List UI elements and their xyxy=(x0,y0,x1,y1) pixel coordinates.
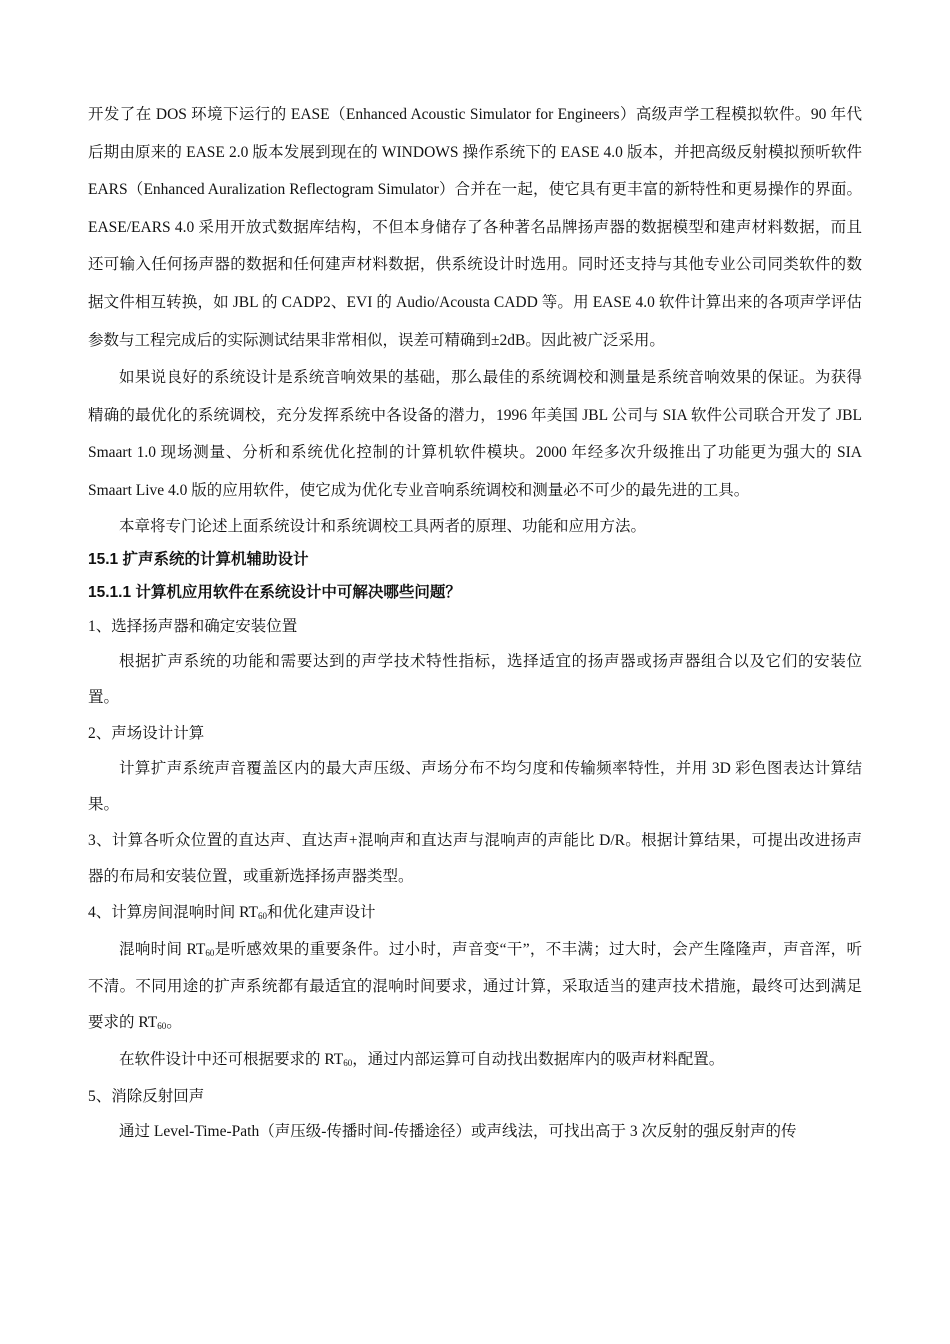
list-item-body-5: 通过 Level-Time-Path（声压级-传播时间-传播途径）或声线法，可找出高于 3 次反射的强反射声的传 xyxy=(119,1122,797,1140)
document-page xyxy=(88,96,862,1150)
item4-body-text-c: 。 xyxy=(166,1013,182,1031)
item4-body2-text-b: ，通过内部运算可自动找出数据库内的吸声材料配置。 xyxy=(352,1050,725,1068)
item4-body2-text-a: 在软件设计中还可根据要求的 RT xyxy=(119,1050,344,1068)
list-item-title-5: 5、消除反射回声 xyxy=(88,1087,205,1105)
paragraph-ease-history: 开发了在 DOS 环境下运行的 EASE（Enhanced Acoustic Simulator for Engineers）高级声学工程模拟软件。90 年代后期由原来的 EASE 2.0 版本发展到现在的 WINDOWS 操作系统下的 EASE 4.0 版本，并把高级反射模拟预听软件 EARS（Enhanced Auralization Reflectogram Simulator）合并在一起，使它具有更丰富的新特性和更易操作的界面。EASE/EARS 4.0 采用开放式数据库结构，不但本身储存了各种著名品牌扬声器的数据模型和建声材料数据，而且还可输入任何扬声器的数据和任何建声材料数据，供系统设计时选用。同时还支持与其他专业公司同类软件的数据文件相互转换，如 JBL 的 CADP2、EVI 的 Audio/Acousta CADD 等。用 EASE 4.0 软件计算出来的各项声学评估参数与工程完成后的实际测试结果非常相似，误差可精确到±2dB。因此被广泛采用。 xyxy=(88,106,862,349)
section-heading: 15.1 扩声系统的计算机辅助设计 xyxy=(88,550,309,568)
list-item-body-1: 根据扩声系统的功能和需要达到的声学技术特性指标，选择适宜的扬声器或扬声器组合以及它们的安装位置。 xyxy=(88,652,862,706)
item4-title-text-b: 和优化建声设计 xyxy=(267,903,376,921)
list-item-3: 3、计算各听众位置的直达声、直达声+混响声和直达声与混响声的声能比 D/R。根据计算结果，可提出改进扬声器的布局和安装位置，或重新选择扬声器类型。 xyxy=(88,831,862,885)
paragraph-smaart-history: 如果说良好的系统设计是系统音响效果的基础，那么最佳的系统调校和测量是系统音响效果的保证。为获得精确的最优化的系统调校，充分发挥系统中各设备的潜力，1996 年美国 JBL 公司与 SIA 软件公司联合开发了 JBL Smaart 1.0 现场测量、分析和系统优化控制的计算机软件模块。2000 年经多次升级推出了功能更为强大的 SIA Smaart Live 4.0 版的应用软件，使它成为优化专业音响系统调校和测量必不可少的最先进的工具。 xyxy=(88,369,862,499)
item4-title-subscript: 60 xyxy=(258,910,268,921)
list-item-body-4b xyxy=(88,1042,862,1079)
item4-body2-subscript: 60 xyxy=(343,1057,353,1068)
item4-body-subscript: 60 xyxy=(205,947,215,958)
list-item-title-1: 1、选择扬声器和确定安装位置 xyxy=(88,617,298,635)
item4-body-text-a: 混响时间 RT xyxy=(119,940,206,958)
list-item-body-2: 计算扩声系统声音覆盖区内的最大声压级、声场分布不均匀度和传输频率特性，并用 3D 彩色图表达计算结果。 xyxy=(88,759,862,813)
list-item-title-4 xyxy=(88,895,862,932)
paragraph-chapter-intro: 本章将专门论述上面系统设计和系统调校工具两者的原理、功能和应用方法。 xyxy=(119,517,647,535)
list-item-body-4 xyxy=(88,932,862,1042)
subsection-heading: 15.1.1 计算机应用软件在系统设计中可解决哪些问题？ xyxy=(88,583,461,601)
item4-body-subscript-2: 60 xyxy=(157,1020,167,1031)
item4-body-text-b: 是听感效果的重要条件。过小时，声音变“干”，不丰满；过大时，会产生隆隆声，声音浑，听不清。不同用途的扩声系统都有最适宜的混响时间要求，通过计算，采取适当的建声技术措施，最终可达到满足要求的 RT xyxy=(88,940,862,1031)
item4-title-text-a: 4、计算房间混响时间 RT xyxy=(88,903,259,921)
list-item-title-2: 2、声场设计计算 xyxy=(88,724,205,742)
